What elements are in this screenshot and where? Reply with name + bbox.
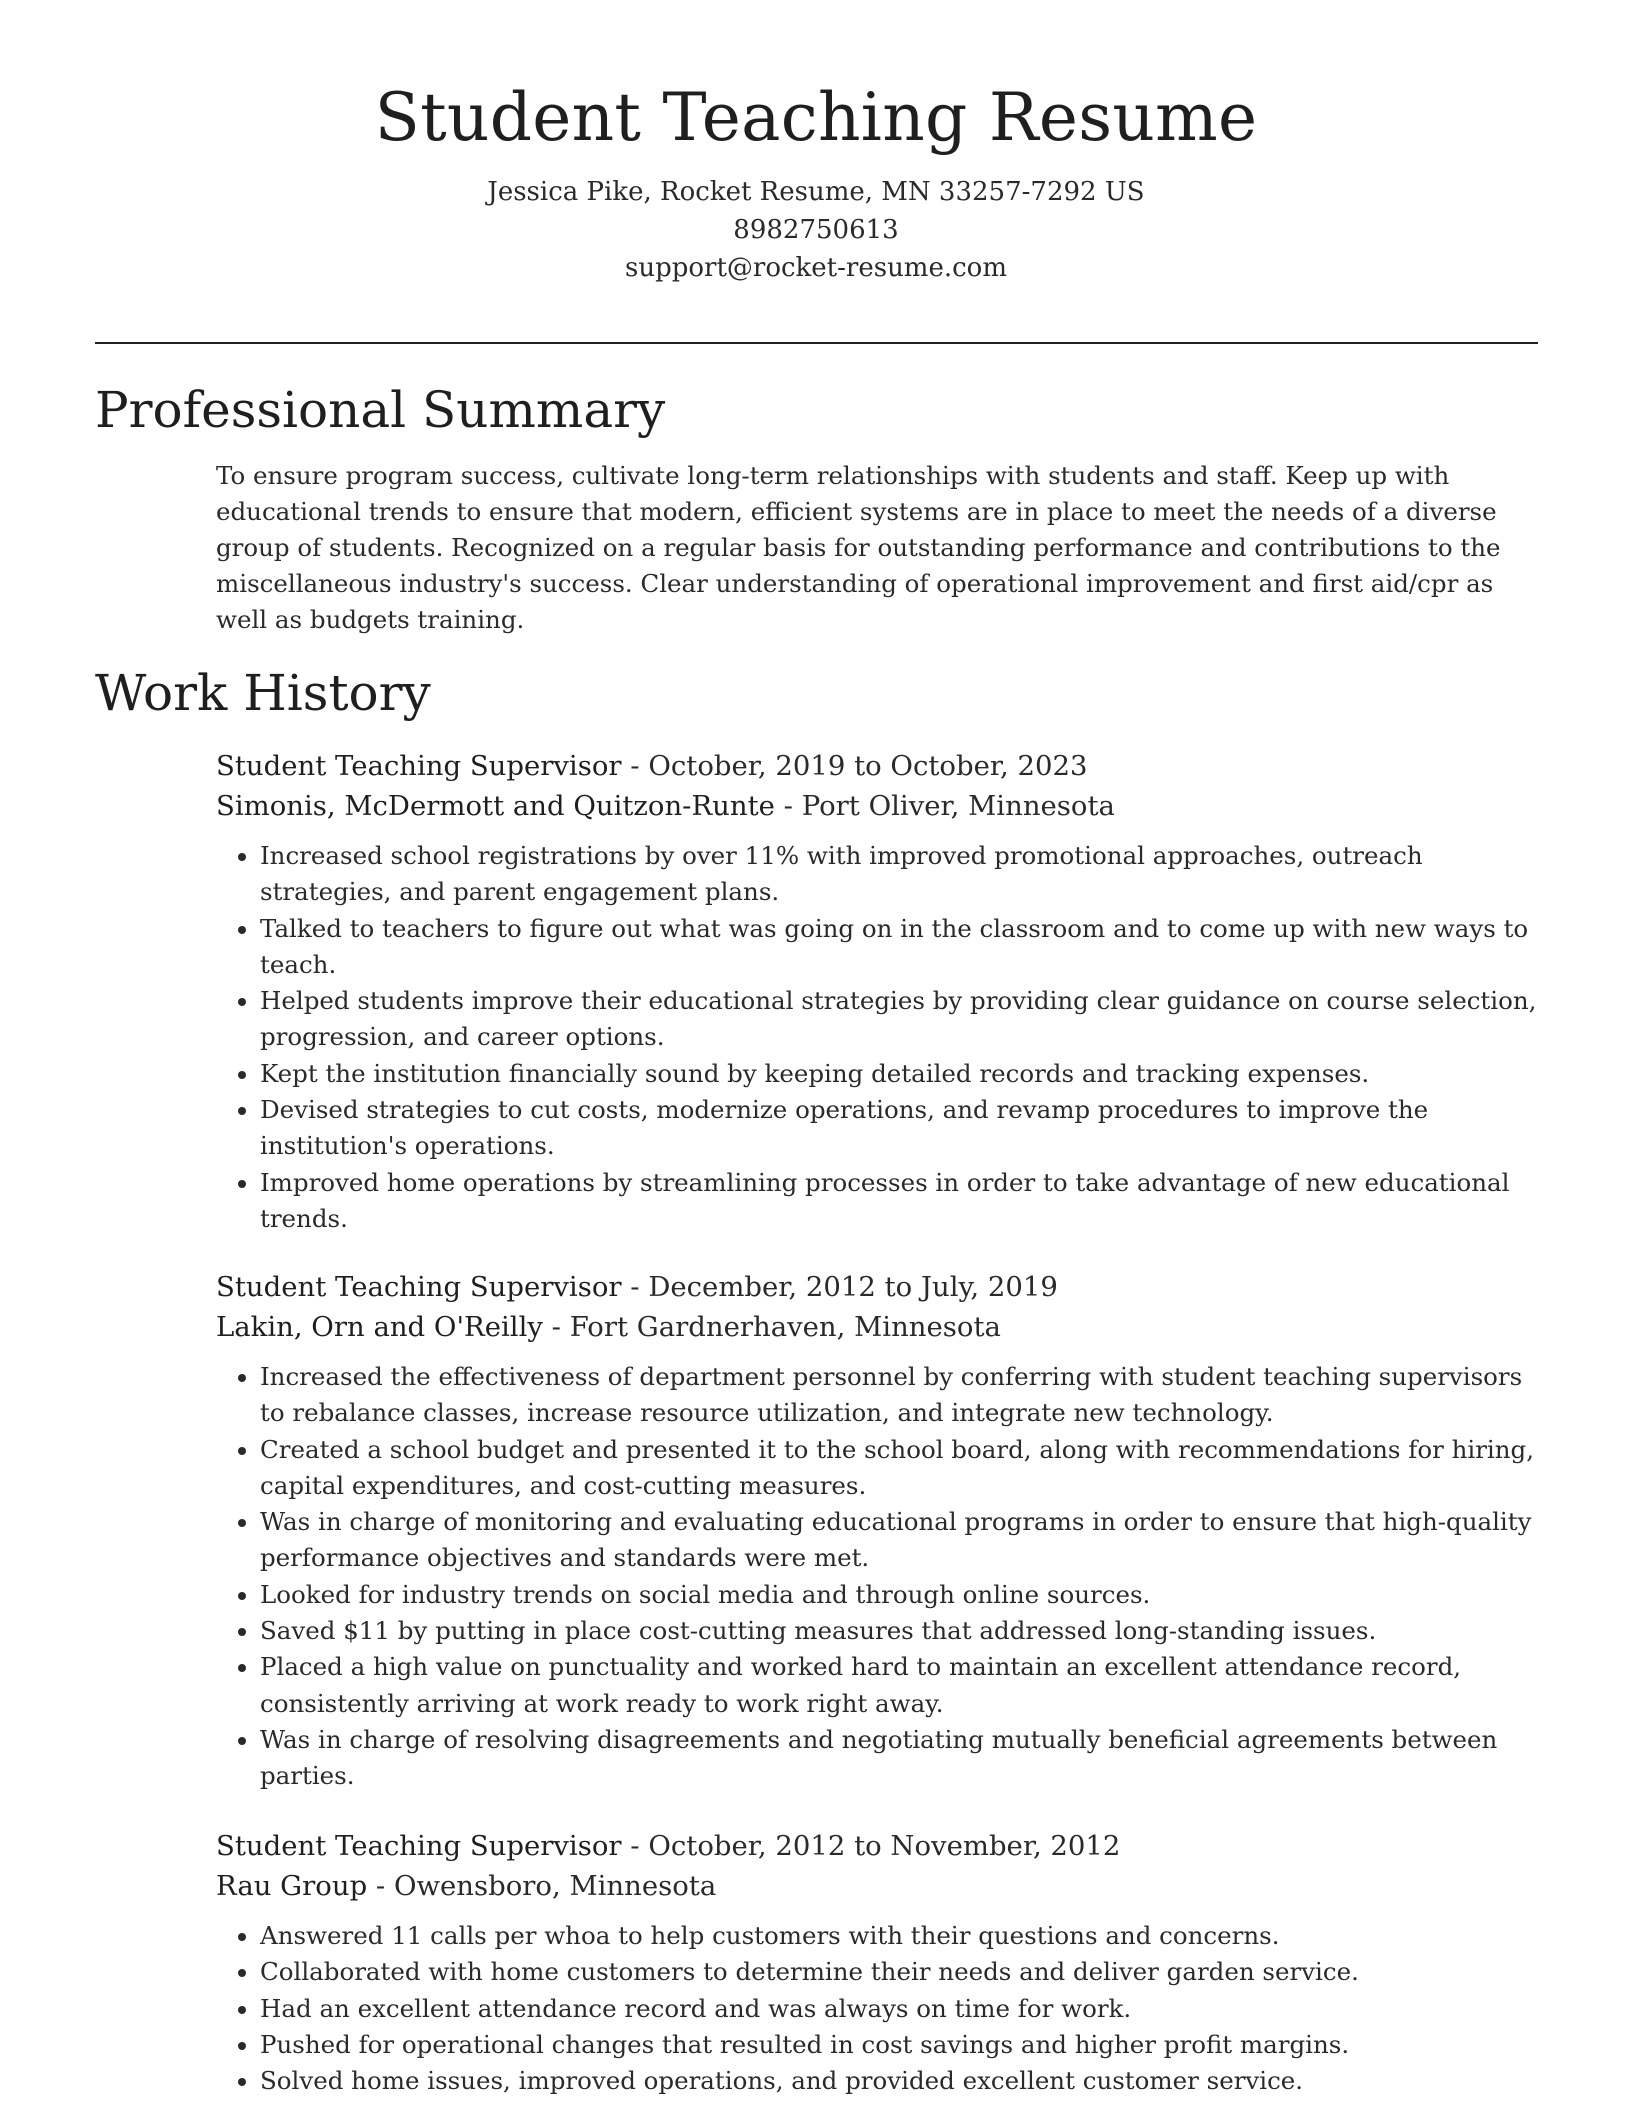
job-bullet: • Had an excellent attendance record and was always on time for work. (260, 1991, 1546, 2027)
job-title-line (216, 1826, 1546, 1866)
job-company-line (216, 786, 1546, 826)
job-bullet: • Kept the institution financially sound by keeping detailed records and tracking expenses. (260, 1056, 1546, 1092)
job-location: - Owensboro, Minnesota (367, 1870, 717, 1902)
job-title-line (216, 1267, 1546, 1307)
summary-text: To ensure program success, cultivate long-term relationships with students and staff. Keep up with educational trends to ensure that modern, efficient systems are in place to meet the needs of a diverse group of students. Recognized on a regular basis for outstanding performance and contributions to the miscellaneous industry's success. Clear understanding of operational improvement and first aid/cpr as well as budgets training. (216, 461, 1501, 634)
contact-phone: 8982750613 (733, 215, 899, 246)
job-bullet: • Was in charge of resolving disagreements and negotiating mutually beneficial agreements between parties. (260, 1722, 1546, 1795)
job-title: Student Teaching Supervisor (216, 1271, 622, 1303)
job-company-line (216, 1307, 1546, 1347)
job-entry (216, 1267, 1546, 1795)
job-bullet: • Increased school registrations by over 11% with improved promotional approaches, outreach strategies, and parent engagement plans. (260, 838, 1546, 911)
job-title: Student Teaching Supervisor (216, 1830, 622, 1862)
job-location: - Port Oliver, Minnesota (774, 790, 1115, 822)
job-company: Lakin, Orn and O'Reilly (216, 1311, 543, 1343)
job-entry (216, 1826, 1546, 2099)
job-bullet: • Devised strategies to cut costs, modernize operations, and revamp procedures to improve the institution's operations. (260, 1092, 1546, 1165)
job-dates: - December, 2012 to July, 2019 (621, 1271, 1058, 1303)
job-bullet-list (216, 1918, 1546, 2099)
job-dates: - October, 2019 to October, 2023 (621, 750, 1088, 782)
job-bullet-list (216, 1359, 1546, 1795)
job-bullet: • Talked to teachers to figure out what was going on in the classroom and to come up with new ways to teach. (260, 911, 1546, 984)
job-bullet: • Improved home operations by streamlining processes in order to take advantage of new educational trends. (260, 1165, 1546, 1238)
contact-email: support@rocket-resume.com (624, 253, 1007, 284)
job-bullet-list (216, 838, 1546, 1237)
section-heading-summary: Professional Summary (95, 381, 666, 439)
job-bullet: • Collaborated with home customers to determine their needs and deliver garden service. (260, 1954, 1546, 1990)
job-company: Simonis, McDermott and Quitzon-Runte (216, 790, 775, 822)
resume-header (0, 0, 1632, 287)
job-entry (216, 746, 1546, 1237)
job-bullet: • Placed a high value on punctuality and worked hard to maintain an excellent attendance record, consistently arriving at work ready to work right away. (260, 1649, 1546, 1722)
job-bullet: • Helped students improve their educational strategies by providing clear guidance on course selection, progression, and career options. (260, 983, 1546, 1056)
job-dates: - October, 2012 to November, 2012 (621, 1830, 1121, 1862)
document-title: Student Teaching Resume (374, 79, 1258, 156)
job-bullet: • Was in charge of monitoring and evaluating educational programs in order to ensure that high-quality performance objectives and standards were met. (260, 1504, 1546, 1577)
job-bullet: • Saved $11 by putting in place cost-cutting measures that addressed long-standing issues. (260, 1613, 1546, 1649)
header-divider (95, 342, 1538, 344)
job-bullet: • Answered 11 calls per whoa to help customers with their questions and concerns. (260, 1918, 1546, 1954)
job-bullet: • Solved home issues, improved operations, and provided excellent customer service. (260, 2063, 1546, 2099)
job-bullet: • Looked for industry trends on social media and through online sources. (260, 1577, 1546, 1613)
job-bullet: • Increased the effectiveness of department personnel by conferring with student teaching supervisors to rebalance classes, increase resource utilization, and integrate new technology. (260, 1359, 1546, 1432)
section-heading-work-history: Work History (95, 664, 431, 722)
job-bullet: • Created a school budget and presented it to the school board, along with recommendations for hiring, capital expenditures, and cost-cutting measures. (260, 1432, 1546, 1505)
job-title: Student Teaching Supervisor (216, 750, 622, 782)
job-company: Rau Group (216, 1870, 368, 1902)
job-location: - Fort Gardnerhaven, Minnesota (542, 1311, 1001, 1343)
job-company-line (216, 1866, 1546, 1906)
job-title-line (216, 746, 1546, 786)
contact-address: Jessica Pike, Rocket Resume, MN 33257-7292 US (487, 177, 1145, 208)
job-bullet: • Pushed for operational changes that resulted in cost savings and higher profit margins. (260, 2027, 1546, 2063)
